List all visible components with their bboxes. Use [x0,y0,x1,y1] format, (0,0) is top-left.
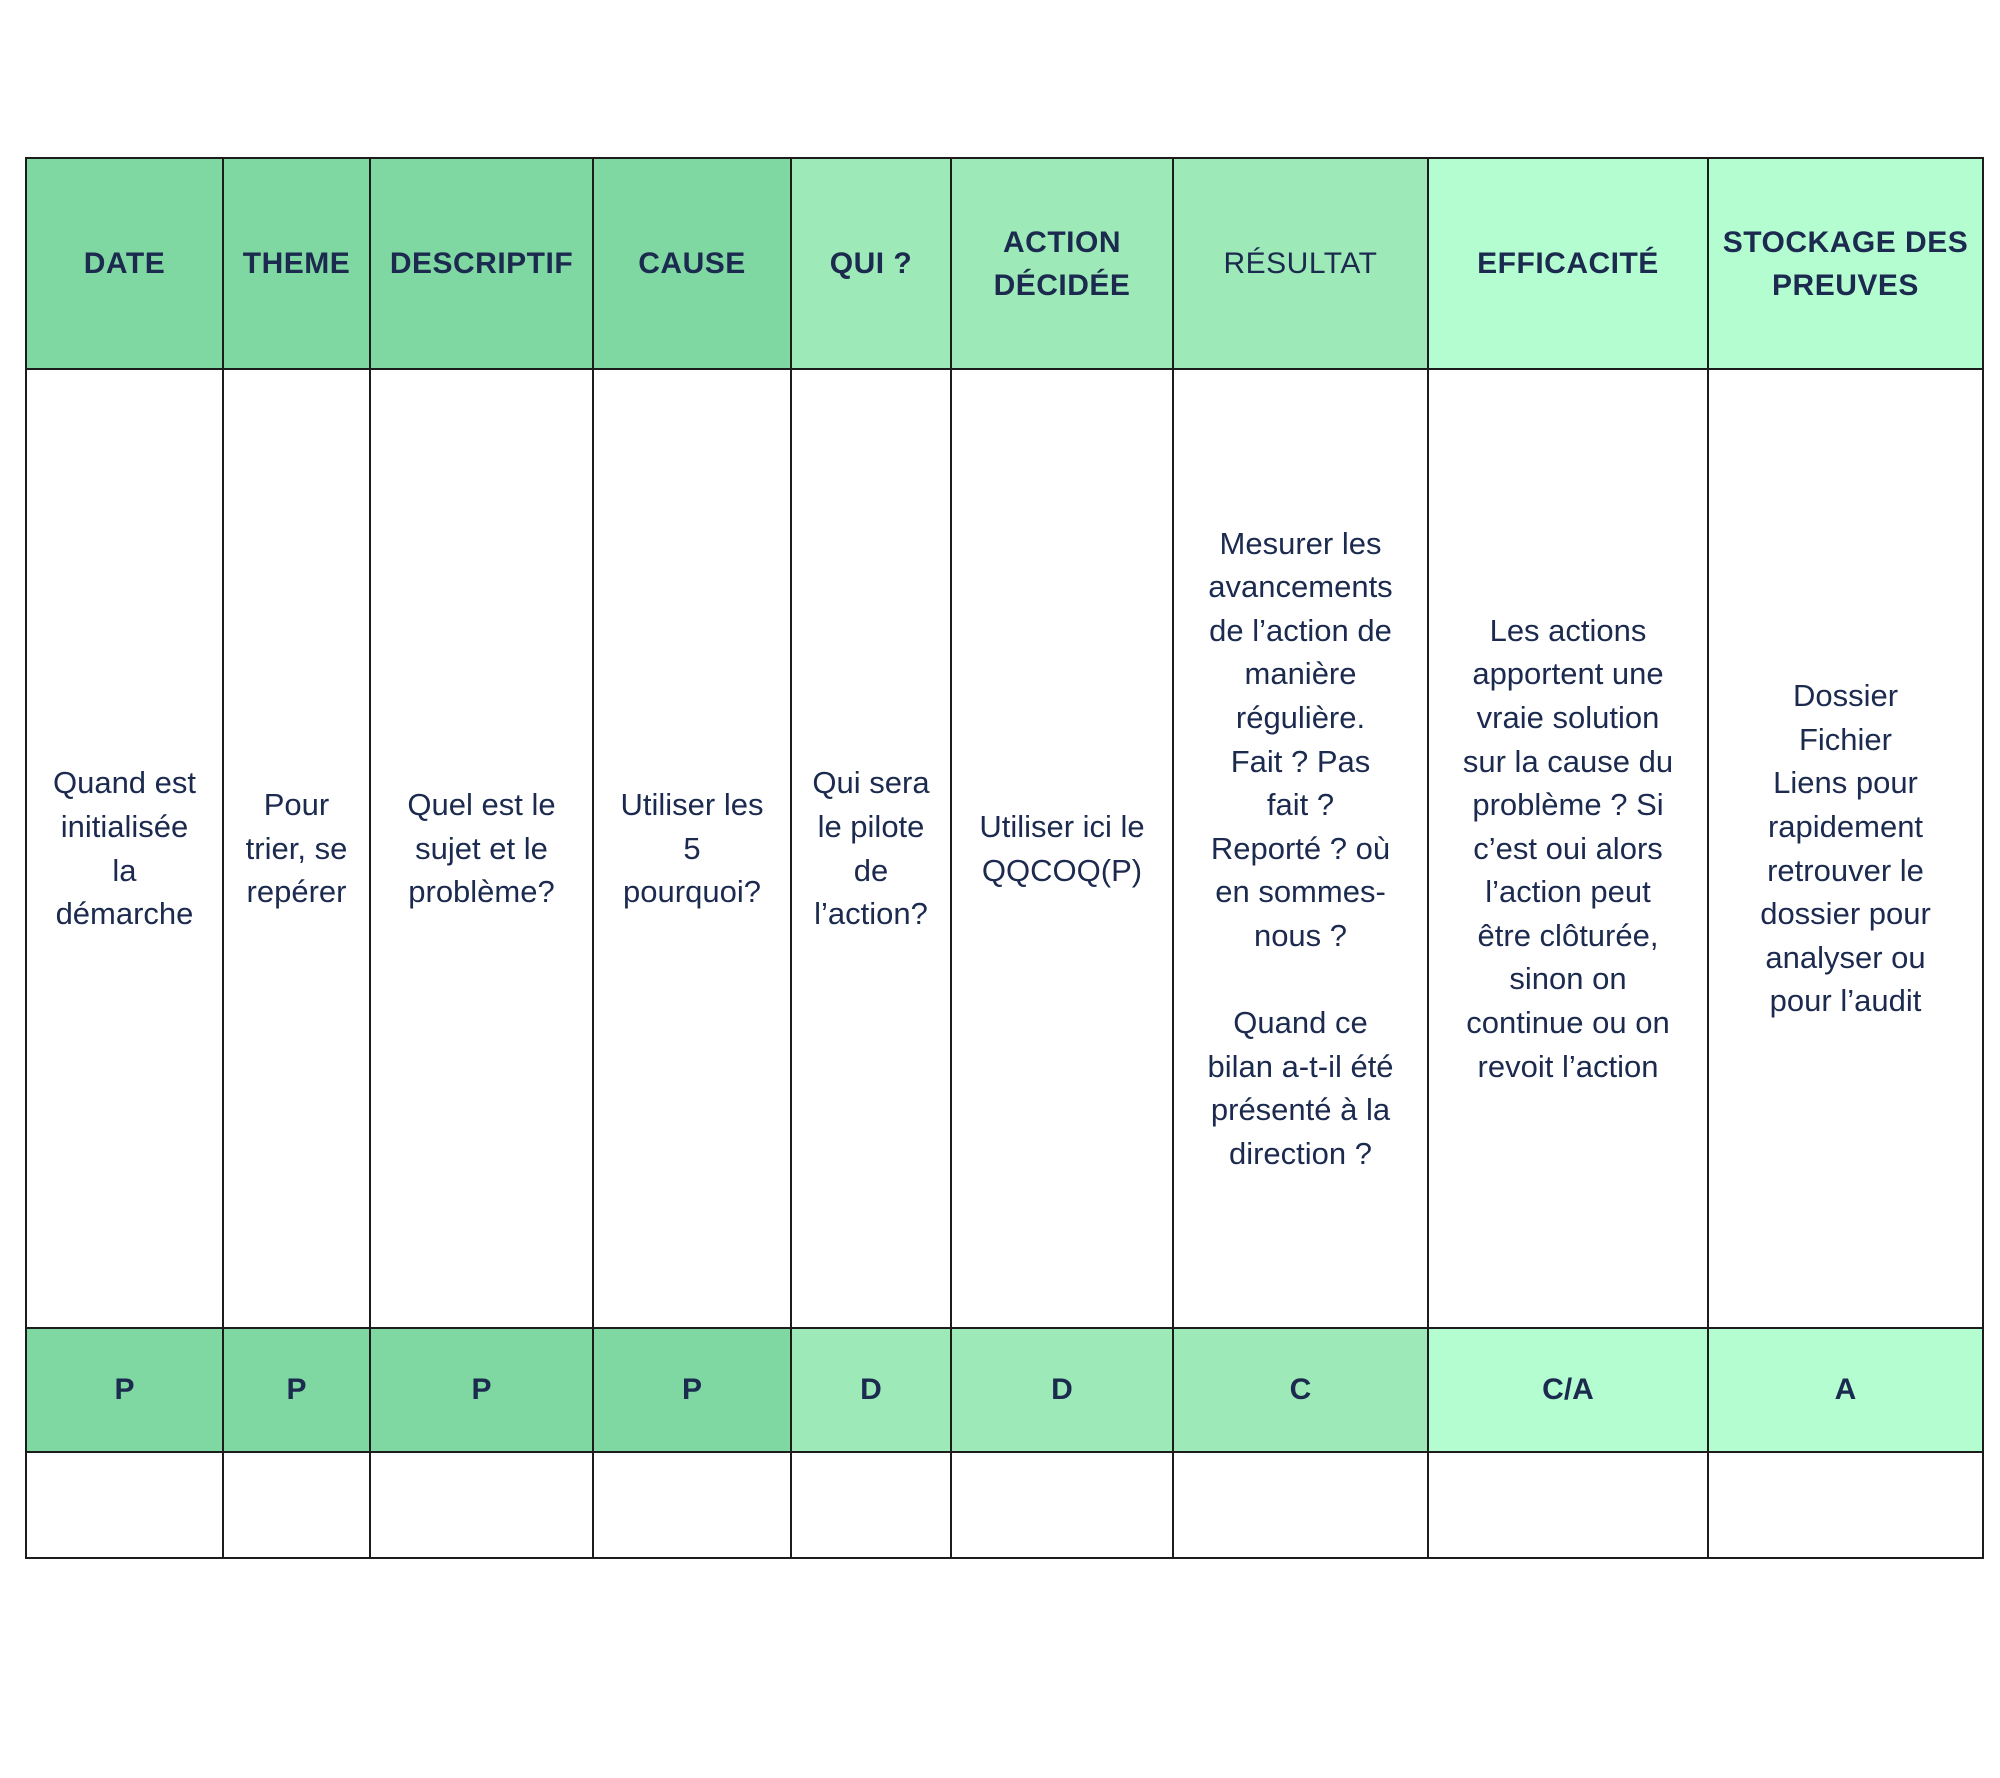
description-cell-theme: Pour trier, se repérer [223,369,370,1328]
column-header-stockage-des-preuves: STOCKAGE DES PREUVES [1708,158,1983,369]
empty-cell[interactable] [1173,1452,1428,1558]
description-cell-action-decidee: Utiliser ici le QQCOQ(P) [951,369,1173,1328]
phase-cell-resultat: C [1173,1328,1428,1452]
column-header-cause: CAUSE [593,158,791,369]
column-header-resultat: RÉSULTAT [1173,158,1428,369]
empty-cell[interactable] [951,1452,1173,1558]
empty-cell[interactable] [26,1452,223,1558]
phase-cell-action-decidee: D [951,1328,1173,1452]
description-cell-descriptif: Quel est le sujet et le problème? [370,369,593,1328]
column-header-descriptif: DESCRIPTIF [370,158,593,369]
empty-row [26,1452,1983,1558]
phase-cell-qui: D [791,1328,951,1452]
description-cell-efficacite: Les actions apportent une vraie solution sur la cause du problème ? Si c’est oui alors l’action peut être clôturée, sinon on continue ou on revoit l’action [1428,369,1708,1328]
description-cell-cause: Utiliser les 5 pourquoi? [593,369,791,1328]
column-header-action-decidee: ACTION DÉCIDÉE [951,158,1173,369]
phase-cell-cause: P [593,1328,791,1452]
description-cell-qui: Qui sera le pilote de l’action? [791,369,951,1328]
phase-cell-efficacite: C/A [1428,1328,1708,1452]
description-cell-date: Quand est initialisée la démarche [26,369,223,1328]
empty-cell[interactable] [593,1452,791,1558]
phase-cell-date: P [26,1328,223,1452]
description-cell-stockage-des-preuves: Dossier Fichier Liens pour rapidement retrouver le dossier pour analyser ou pour l’audit [1708,369,1983,1328]
empty-cell[interactable] [223,1452,370,1558]
description-cell-resultat: Mesurer les avancements de l’action de manière régulière. Fait ? Pas fait ? Reporté ? où en sommes- nous ? Quand ce bilan a-t-il été présenté à la direction ? [1173,369,1428,1328]
phase-cell-stockage-des-preuves: A [1708,1328,1983,1452]
empty-cell[interactable] [1708,1452,1983,1558]
phase-cell-descriptif: P [370,1328,593,1452]
description-row [26,369,1983,1328]
empty-cell[interactable] [370,1452,593,1558]
phase-cell-theme: P [223,1328,370,1452]
column-header-efficacite: EFFICACITÉ [1428,158,1708,369]
column-header-theme: THEME [223,158,370,369]
empty-cell[interactable] [791,1452,951,1558]
empty-cell[interactable] [1428,1452,1708,1558]
pdca-phase-row [26,1328,1983,1452]
pdca-action-table [25,157,1984,1559]
column-header-date: DATE [26,158,223,369]
column-header-qui: QUI ? [791,158,951,369]
header-row [26,158,1983,369]
